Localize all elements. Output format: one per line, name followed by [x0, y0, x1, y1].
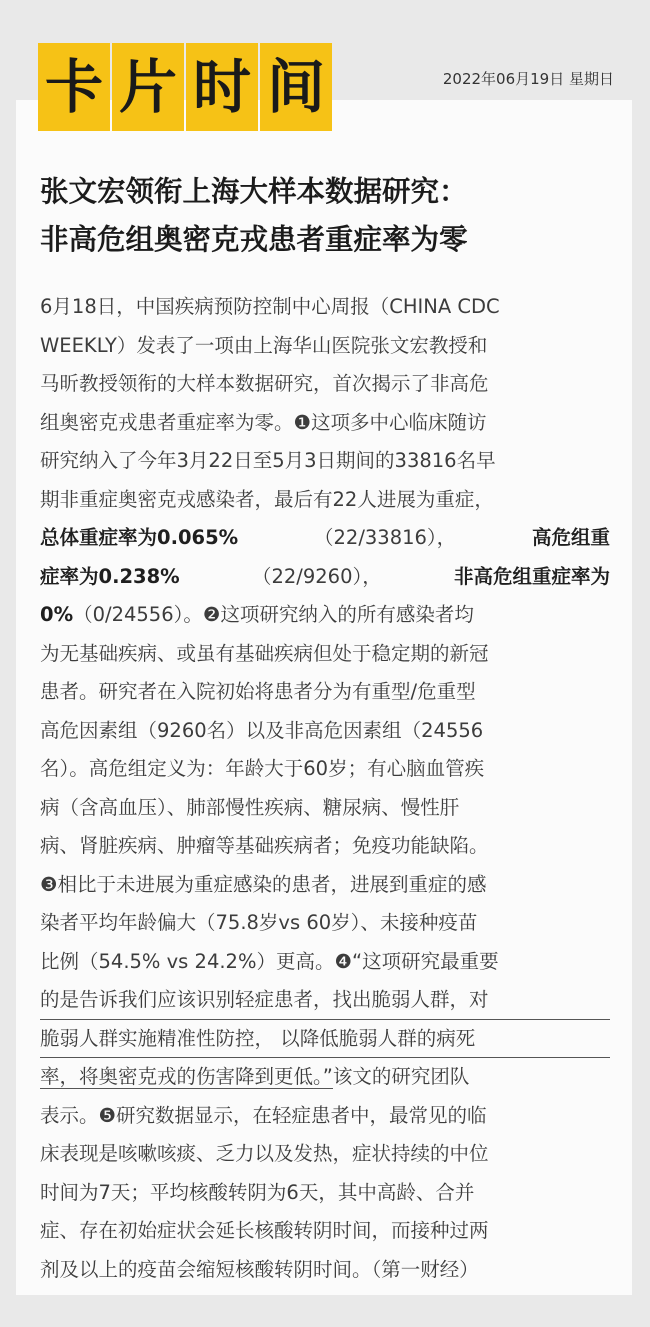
article-body: [40, 288, 610, 1289]
body-line: 床表现是咳嗽咳痰、乏力以及发热，症状持续的中位: [40, 1142, 489, 1165]
stat-detail: （22/33816），: [314, 526, 457, 549]
body-line: 期非重症奥密克戎感染者，最后有22人进展为重症，: [40, 487, 494, 511]
publish-date: 2022年06月19日 星期日: [442, 70, 614, 88]
body-line: ❸相比于未进展为重症感染的患者，进展到重症的感: [40, 872, 487, 896]
body-line: 染者平均年龄偏大（75.8岁vs 60岁）、未接种疫苗: [40, 911, 478, 934]
quote-end: 率，将奥密克戎的伤害降到更低。”: [40, 1065, 333, 1088]
body-line: 马昕教授领衔的大样本数据研究，首次揭示了非高危: [40, 372, 489, 395]
body-line: 时间为7天；平均核酸转阴为6天，其中高龄、合并: [40, 1180, 475, 1204]
brand-logo: [38, 43, 332, 131]
logo-char: 间: [260, 43, 332, 131]
body-line: 高危因素组（9260名）以及非高危因素组（24556: [40, 718, 484, 742]
quote-line: 的是告诉我们应该识别轻症患者，找出脆弱人群，对: [40, 981, 610, 1020]
body-line: 为无基础疾病、或虽有基础疾病但处于稳定期的新冠: [40, 641, 489, 665]
body-line: WEEKLY）发表了一项由上海华山医院张文宏教授和: [40, 333, 488, 357]
body-line: [40, 596, 610, 635]
body-line: 剂及以上的疫苗会缩短核酸转阴时间。（第一财经）: [40, 1257, 479, 1281]
quote-line: 脆弱人群实施精准性防控， 以降低脆弱人群的病死: [40, 1020, 610, 1059]
bold-stat: 0%: [40, 603, 74, 626]
body-line: 6月18日，中国疾病预防控制中心周报（CHINA CDC: [40, 295, 500, 318]
bold-stat: 症率为0.238%: [40, 564, 180, 588]
logo-char: 片: [112, 43, 184, 131]
body-line: 病、肾脏疾病、肿瘤等基础疾病者；免疫功能缺陷。: [40, 834, 489, 857]
body-text: 该文的研究团队: [332, 1065, 470, 1088]
title-line-2: 非高危组奥密克戎患者重症率为零: [40, 223, 468, 256]
title-line-1: 张文宏领衔上海大样本数据研究：: [40, 175, 468, 208]
stat-detail: （22/9260），: [251, 564, 382, 588]
body-line: 组奥密克戎患者重症率为零。❶这项多中心临床随访: [40, 410, 487, 434]
body-line: [40, 943, 610, 982]
body-line: 病（含高血压）、肺部慢性疾病、糖尿病、慢性肝: [40, 795, 460, 819]
body-line: [40, 558, 610, 597]
stat-detail: （0/24556）。❷这项研究纳入的所有感染者均: [73, 603, 474, 626]
body-line: [40, 1058, 610, 1097]
article-title: [40, 168, 620, 264]
logo-char: 卡: [38, 43, 110, 131]
body-line: [40, 519, 610, 558]
body-line: 表示。❺研究数据显示，在轻症患者中，最常见的临: [40, 1103, 487, 1127]
body-line: 症、存在初始症状会延长核酸转阴时间，而接种过两: [40, 1219, 489, 1242]
bold-stat: 非高危组重症率为: [453, 564, 610, 588]
body-text: 比例（54.5% vs 24.2%）更高。❹: [40, 949, 352, 973]
quote-start: “这项研究最重要: [351, 949, 499, 973]
bold-stat: 总体重症率为0.065%: [40, 526, 239, 549]
body-line: 名）。高危组定义为：年龄大于60岁；有心脑血管疾: [40, 757, 485, 780]
body-line: 患者。研究者在入院初始将患者分为有重型/危重型: [40, 680, 476, 703]
bold-stat: 高危组重: [531, 526, 610, 549]
logo-char: 时: [186, 43, 258, 131]
body-line: 研究纳入了今年3月22日至5月3日期间的33816名早: [40, 449, 496, 472]
